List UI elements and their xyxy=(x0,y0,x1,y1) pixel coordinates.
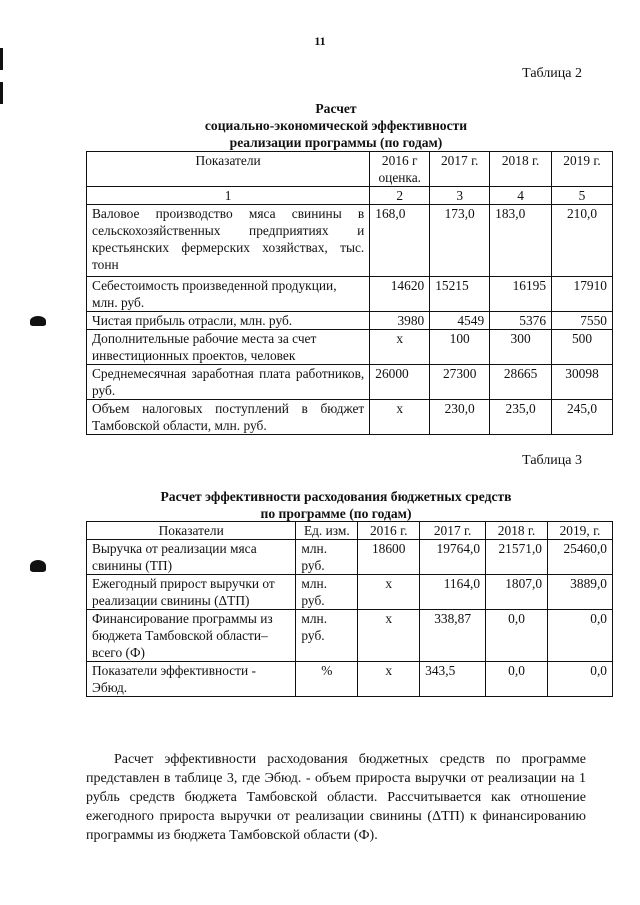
table2-title-line: Расчет xyxy=(315,101,357,116)
table-row xyxy=(87,205,613,277)
table3-cell: 19764,0 xyxy=(420,540,486,575)
table2-cell: 210,0 xyxy=(552,205,613,277)
table3-label: Таблица 3 xyxy=(522,453,582,468)
table2-cell: 14620 xyxy=(370,277,430,312)
table3-cell: 1164,0 xyxy=(420,575,486,610)
table3-cell: х xyxy=(358,575,420,610)
table2-cell: 28665 xyxy=(490,365,552,400)
table2-header: 2018 г. xyxy=(490,152,552,187)
table3-header: 2018 г. xyxy=(486,522,548,540)
table2-title-line: социально-экономической эффективности xyxy=(204,118,468,133)
table2-cell: 300 xyxy=(490,330,552,365)
table3-unit: млн. руб. xyxy=(296,540,358,575)
table2-row-label: Валовое производство мяса свинины в сельскохозяйственных предприятиях и крестьянских фермерских хозяйствах, тыс. тонн xyxy=(87,205,370,277)
table2-cell: 245,0 xyxy=(552,400,613,435)
table3-cell: 1807,0 xyxy=(486,575,548,610)
table2-title-line: реализации программы (по годам) xyxy=(229,135,443,150)
table2-cell: 230,0 xyxy=(430,400,490,435)
table2-cell: х xyxy=(370,400,430,435)
table2-cell: 168,0 xyxy=(370,205,430,277)
table3-row-label: Ежегодный прирост выручки от реализации свинины (ΔТП) xyxy=(87,575,296,610)
table2-row-label: Чистая прибыль отрасли, млн. руб. xyxy=(87,312,370,330)
table-row xyxy=(87,365,613,400)
table-row xyxy=(87,662,613,697)
table2-col-number: 4 xyxy=(490,187,552,205)
table3-header: 2019, г. xyxy=(548,522,613,540)
paragraph-text: Расчет эффективности расходования бюджетных средств по программе представлен в таблице 3, где Эбюд. - объем прироста выручки от реализации на 1 рубль средств бюджета Тамбовской области. Рассчитывается как отношение ежегодного прироста выручки от реализации свинины (ΔТП) к финансированию программы из бюджета Тамбовской области (Ф). xyxy=(86,752,586,843)
table2-row-label: Дополнительные рабочие места за счет инвестиционных проектов, человек xyxy=(87,330,370,365)
table3-cell: 0,0 xyxy=(486,662,548,697)
body-paragraph xyxy=(86,750,586,845)
table2-row-label: Объем налоговых поступлений в бюджет Тамбовской области, млн. руб. xyxy=(87,400,370,435)
table3-cell: 25460,0 xyxy=(548,540,613,575)
scan-mark-top xyxy=(0,48,3,70)
table3-unit: % xyxy=(296,662,358,697)
table2 xyxy=(86,151,613,435)
table3-cell: х xyxy=(358,610,420,662)
table2-col-number: 2 xyxy=(370,187,430,205)
table3 xyxy=(86,521,613,697)
table2-cell: 30098 xyxy=(552,365,613,400)
table-row xyxy=(87,540,613,575)
table2-row-label: Себестоимость произведенной продукции, млн. руб. xyxy=(87,277,370,312)
table2-cell: 15215 xyxy=(430,277,490,312)
scan-blot-2 xyxy=(30,560,46,572)
table3-cell: 0,0 xyxy=(548,662,613,697)
table2-cell: х xyxy=(370,330,430,365)
table3-cell: 18600 xyxy=(358,540,420,575)
table3-cell: 3889,0 xyxy=(548,575,613,610)
table3-header: 2017 г. xyxy=(420,522,486,540)
table2-cell: 4549 xyxy=(430,312,490,330)
table2-row-label: Среднемесячная заработная плата работников, руб. xyxy=(87,365,370,400)
table3-cell: х xyxy=(358,662,420,697)
table2-label: Таблица 2 xyxy=(522,66,582,81)
table3-header: Ед. изм. xyxy=(296,522,358,540)
table2-number-row xyxy=(87,187,613,205)
table-row xyxy=(87,330,613,365)
table3-cell: 343,5 xyxy=(420,662,486,697)
table2-cell: 26000 xyxy=(370,365,430,400)
table2-cell: 173,0 xyxy=(430,205,490,277)
table2-header: Показатели xyxy=(87,152,370,187)
table2-col-number: 5 xyxy=(552,187,613,205)
table2-title xyxy=(86,100,586,151)
table2-cell: 27300 xyxy=(430,365,490,400)
table2-header: 2019 г. xyxy=(552,152,613,187)
table3-title-line: по программе (по годам) xyxy=(260,506,412,521)
page-number: 11 xyxy=(314,34,326,48)
table2-header-row xyxy=(87,152,613,187)
table2-cell: 17910 xyxy=(552,277,613,312)
table3-cell: 21571,0 xyxy=(486,540,548,575)
table2-cell: 100 xyxy=(430,330,490,365)
table2-cell: 3980 xyxy=(370,312,430,330)
table2-cell: 183,0 xyxy=(490,205,552,277)
table3-header: Показатели xyxy=(87,522,296,540)
table2-header: 2016 г оценка. xyxy=(370,152,430,187)
table3-cell: 0,0 xyxy=(548,610,613,662)
table3-title xyxy=(86,488,586,522)
table-row xyxy=(87,277,613,312)
table-row xyxy=(87,575,613,610)
table2-cell: 235,0 xyxy=(490,400,552,435)
table-row xyxy=(87,400,613,435)
table2-cell: 16195 xyxy=(490,277,552,312)
table3-title-line: Расчет эффективности расходования бюджетных средств xyxy=(160,489,512,504)
table3-row-label: Финансирование программы из бюджета Тамбовской области– всего (Ф) xyxy=(87,610,296,662)
table2-header: 2017 г. xyxy=(430,152,490,187)
table3-header: 2016 г. xyxy=(358,522,420,540)
table3-unit: млн. руб. xyxy=(296,575,358,610)
table3-cell: 338,87 xyxy=(420,610,486,662)
table-row xyxy=(87,312,613,330)
table3-header-row xyxy=(87,522,613,540)
table2-cell: 5376 xyxy=(490,312,552,330)
table2-cell: 500 xyxy=(552,330,613,365)
table2-cell: 7550 xyxy=(552,312,613,330)
table3-row-label: Выручка от реализации мяса свинины (ТП) xyxy=(87,540,296,575)
table-row xyxy=(87,610,613,662)
scan-blot-1 xyxy=(30,316,46,326)
table3-unit: млн. руб. xyxy=(296,610,358,662)
table2-col-number: 1 xyxy=(87,187,370,205)
table3-cell: 0,0 xyxy=(486,610,548,662)
table2-col-number: 3 xyxy=(430,187,490,205)
scan-mark-upper xyxy=(0,82,3,104)
table3-row-label: Показатели эффективности - Эбюд. xyxy=(87,662,296,697)
